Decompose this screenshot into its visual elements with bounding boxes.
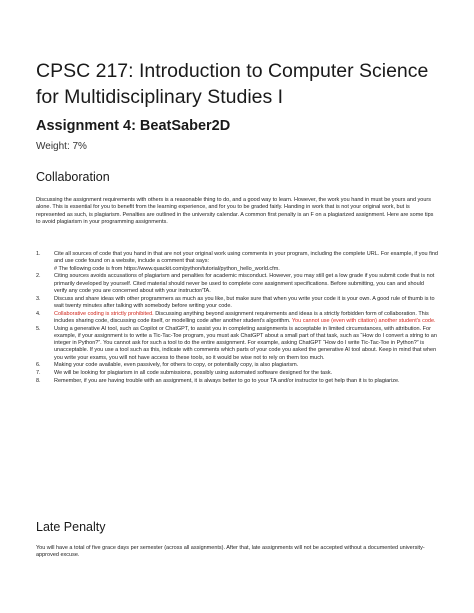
list-number: 4. (36, 310, 41, 317)
list-item (36, 378, 438, 385)
list-text: Cite all sources of code that you hand in that are not your original work using comments in your program, including the complete URL. For example, if you find and use code found on a website, include a comment that says: (54, 251, 438, 265)
collaboration-heading: Collaboration (36, 170, 110, 184)
late-penalty-heading: Late Penalty (36, 520, 106, 534)
list-item (36, 296, 438, 311)
plagiarism-tips-list (36, 251, 438, 385)
assignment-weight: Weight: 7% (36, 141, 87, 152)
list-item (36, 362, 438, 369)
list-text: Using a generative AI tool, such as Copilot or ChatGPT, to assist you in completing assignments is acceptable in limited circumstances, with attribution. For example, if your assignment is to write a Tic-Tac-Toe program, you must ask ChatGPT about a small part of that task, such as “How do I convert a string to an integer in Python?”. You cannot ask for such a tool to do the entire assignment. For example, asking ChatGPT “How do I write Tic-Tac-Toe in Python?” is unacceptable. If you use a tool such as this, indicate with comments which parts of your code you asked the generative AI tool about. Keep in mind that when you write your exams, you will not have access to these tools, so it would be wise not to rely on them too much. (54, 325, 437, 361)
list-number: 5. (36, 325, 41, 332)
list-number: 3. (36, 295, 41, 302)
assignment-title: Assignment 4: BeatSaber2D (36, 118, 231, 134)
no-copy-warning: You cannot use (even with citation) another student's code. (291, 317, 436, 324)
list-item (36, 251, 438, 273)
citation-example: # The following code is from https://www.quackit.com/python/tutorial/python_hello_world.cfm. (54, 265, 280, 272)
prohibition-warning: Collaborative coding is strictly prohibited. (54, 310, 154, 317)
list-number: 1. (36, 251, 41, 257)
list-item (36, 311, 438, 326)
list-text: Discussing anything beyond assignment requirements and ideas is a strictly forbidden form of collaboration. This includes sharing code, discussing code itself, or modelling code after another student's algorithm. (54, 310, 429, 324)
list-text: Citing sources avoids accusations of plagiarism and penalties for academic misconduct. However, you may still get a low grade if you submit code that is not primarily developed by yourself. Cited material should never be used to complete core assignment specifications. Before submitting, you can and should verify any code you are concerned about with your instructor/TA. (54, 273, 435, 294)
list-item (36, 273, 438, 295)
list-text: We will be looking for plagiarism in all code submissions, possibly using automated software designed for the task. (54, 370, 333, 377)
list-text: Remember, if you are having trouble with an assignment, it is always better to go to your TA and/or instructor to get help than it is to plagiarize. (54, 377, 400, 384)
list-text: Discuss and share ideas with other programmers as much as you like, but make sure that when you write your code it is your own. A good rule of thumb is to wait twenty minutes after talking with somebody before writing your code. (54, 295, 435, 309)
list-number: 8. (36, 377, 41, 384)
list-number: 7. (36, 370, 41, 377)
course-title: CPSC 217: Introduction to Computer Science for Multidisciplinary Studies I (36, 60, 429, 108)
list-number: 2. (36, 273, 41, 280)
list-text: Making your code available, even passively, for others to copy, or potentially copy, is also plagiarism. (54, 362, 299, 369)
collaboration-intro: Discussing the assignment requirements with others is a reasonable thing to do, and a good way to learn. However, the work you hand in must be yours and yours alone. This is essential for you to benefit from the learning experience, and for you to be graded fairly. Handing in work that is not your original work, but is represented as such, is plagiarism. Penalties are outlined in the university calendar. A common first penalty is an F on a plagiarized assignment. Here are some tips to avoid plagiarism in your programming assignments. (36, 197, 434, 225)
list-item (36, 326, 438, 362)
list-number: 6. (36, 362, 41, 369)
list-item (36, 370, 438, 377)
late-penalty-text: You will have a total of five grace days per semester (across all assignments). After that, late assignments will not be accepted without a documented university-approved excuse. (36, 545, 425, 559)
